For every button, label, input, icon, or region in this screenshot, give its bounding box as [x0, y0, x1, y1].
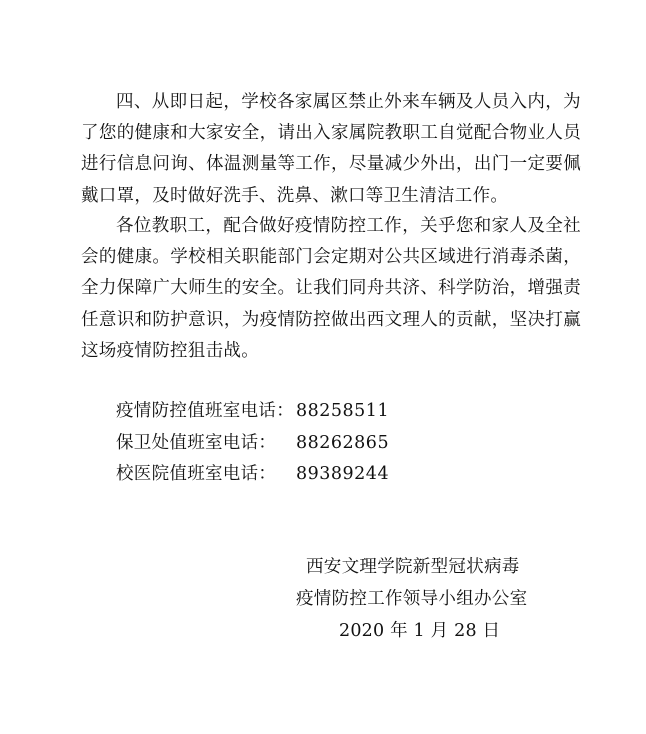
contact-row-security-office	[116, 428, 389, 460]
paragraph-item-4: 四、从即日起，学校各家属区禁止外来车辆及人员入内，为了您的健康和大家安全，请出入家属院教职工自觉配合物业人员进行信息问询、体温测量等工作，尽量减少外出，出门一定要佩戴口罩，及时做好洗手、洗鼻、漱口等卫生清洁工作。	[81, 92, 581, 206]
signature-organization-line-1: 西安文理学院新型冠状病毒	[306, 557, 520, 577]
contact-label: 保卫处值班室电话：	[116, 432, 277, 453]
signature-organization-line-2: 疫情防控工作领导小组办公室	[296, 589, 528, 609]
contact-row-epidemic-duty	[116, 396, 389, 428]
contact-label: 校医院值班室电话：	[116, 464, 277, 484]
contact-number: 88258511	[296, 401, 390, 421]
contact-row-school-hospital	[116, 459, 389, 491]
contact-number: 88262865	[296, 432, 390, 453]
contact-number: 89389244	[296, 464, 390, 484]
contact-label: 疫情防控值班室电话：	[116, 401, 294, 421]
closing-paragraph: 各位教职工，配合做好疫情防控工作，关乎您和家人及全社会的健康。学校相关职能部门会定期对公共区域进行消毒杀菌，全力保障广大师生的安全。让我们同舟共济、科学防治，增强责任意识和防护意识，为疫情防控做出西文理人的贡献，坚决打赢这场疫情防控狙击战。	[81, 216, 581, 361]
signature-date: 2020 年 1 月 28 日	[339, 621, 501, 641]
contact-list	[116, 396, 389, 491]
